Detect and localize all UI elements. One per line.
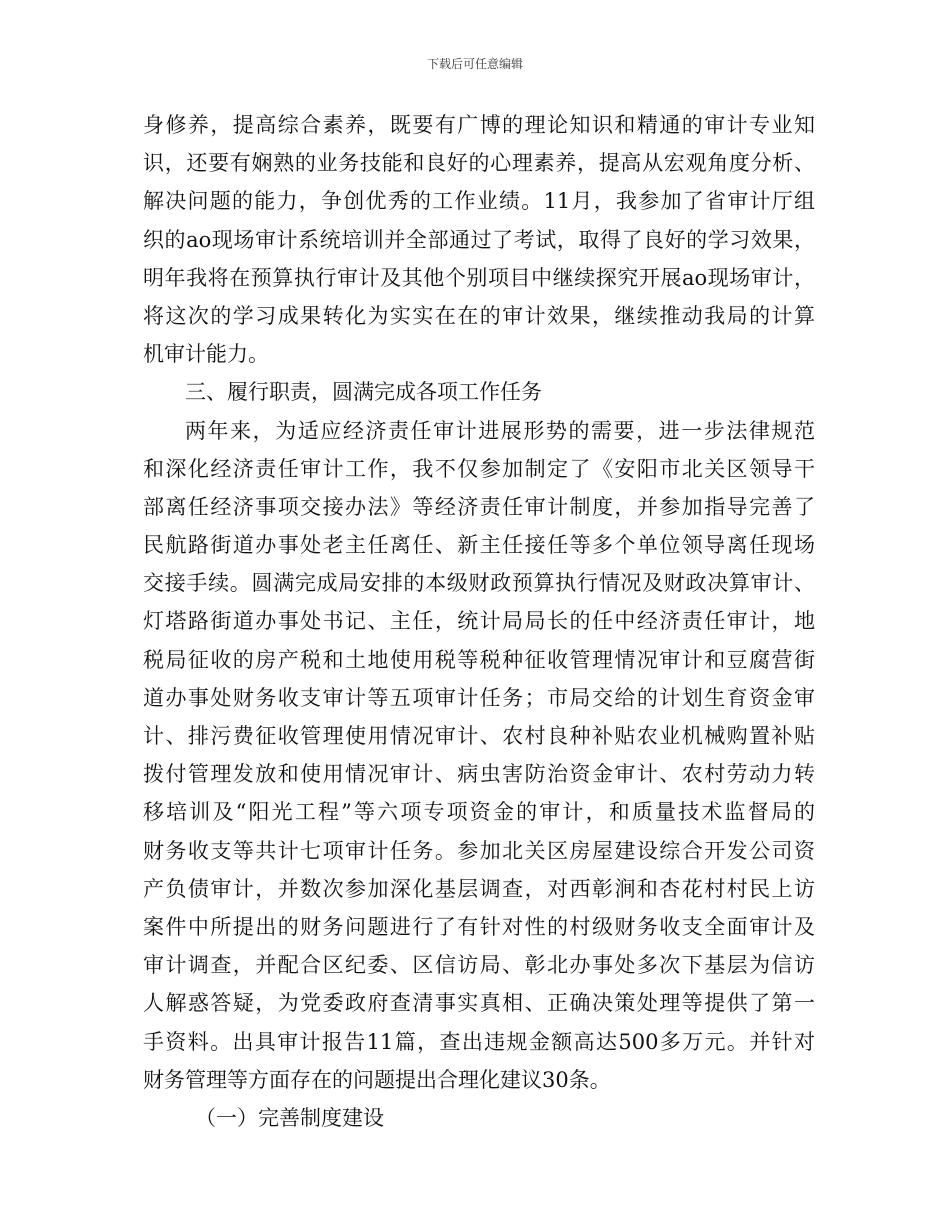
text-line: 案件中所提出的财务问题进行了有针对性的村级财务收支全面审计及 <box>143 914 815 939</box>
text-line: 部离任经济事项交接办法》等经济责任审计制度，并参加指导完善了 <box>143 494 815 519</box>
subsection-heading: （一）完善制度建设 <box>195 1105 384 1130</box>
text-line: 移培训及“阳光工程”等六项专项资金的审计，和质量技术监督局的 <box>143 800 815 825</box>
text-line: 道办事处财务收支审计等五项审计任务；市局交给的计划生育资金审 <box>143 685 815 710</box>
text-line: 审计调查，并配合区纪委、区信访局、彰北办事处多次下基层为信访 <box>143 953 815 978</box>
text-line: 解决问题的能力，争创优秀的工作业绩。11月，我参加了省审计厅组 <box>143 189 815 214</box>
header-note: 下载后可任意编辑 <box>426 57 523 71</box>
text-line: 和深化经济责任审计工作，我不仅参加制定了《安阳市北关区领导干 <box>143 456 815 481</box>
text-line: 机审计能力。 <box>143 342 269 367</box>
text-line: 税局征收的房产税和土地使用税等税种征收管理情况审计和豆腐营街 <box>143 647 815 672</box>
text-line: 财务管理等方面存在的问题提出合理化建议30条。 <box>143 1067 611 1092</box>
text-line: 明年我将在预算执行审计及其他个别项目中继续探究开展ao现场审计， <box>143 265 815 290</box>
body-text <box>143 106 815 1137</box>
text-line: 两年来，为适应经济责任审计进展形势的需要，进一步法律规范 <box>185 418 815 443</box>
text-line: 手资料。出具审计报告11篇，查出违规金额高达500多万元。并针对 <box>143 1029 815 1054</box>
text-line: 身修养，提高综合素养，既要有广博的理论知识和精通的审计专业知 <box>143 113 815 137</box>
text-line: 人解惑答疑，为党委政府查清事实真相、正确决策处理等提供了第一 <box>143 991 815 1016</box>
text-line: 民航路街道办事处老主任离任、新主任接任等多个单位领导离任现场 <box>143 533 815 558</box>
text-line: 织的ao现场审计系统培训并全部通过了考试，取得了良好的学习效果， <box>143 227 815 252</box>
text-line: 产负债审计，并数次参加深化基层调查，对西彰涧和杏花村村民上访 <box>143 876 815 901</box>
text-line: 交接手续。圆满完成局安排的本级财政预算执行情况及财政决算审计、 <box>143 571 815 596</box>
text-line: 灯塔路街道办事处书记、主任，统计局局长的任中经济责任审计，地 <box>143 609 815 634</box>
text-line: 拨付管理发放和使用情况审计、病虫害防治资金审计、农村劳动力转 <box>143 762 815 787</box>
text-line: 财务收支等共计七项审计任务。参加北关区房屋建设综合开发公司资 <box>143 838 815 863</box>
text-line: 识，还要有娴熟的业务技能和良好的心理素养，提高从宏观角度分析、 <box>143 151 815 176</box>
text-line: 计、排污费征收管理使用情况审计、农村良种补贴农业机械购置补贴 <box>143 724 815 748</box>
section-heading: 三、履行职责，圆满完成各项工作任务 <box>185 380 542 405</box>
text-line: 将这次的学习成果转化为实实在在的审计效果，继续推动我局的计算 <box>143 303 815 328</box>
